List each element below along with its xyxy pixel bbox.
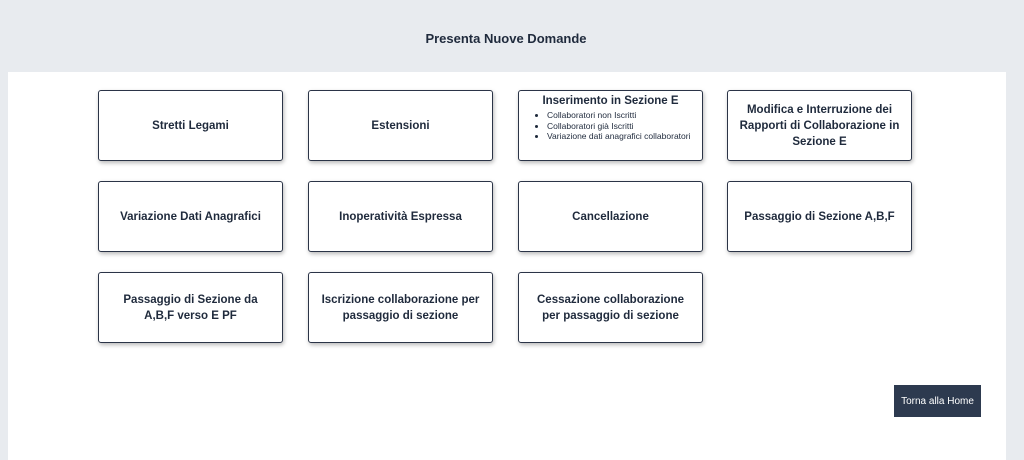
card-label: Stretti Legami [152,119,229,132]
card-passaggio-sezione-abf[interactable] [727,181,912,252]
card-variazione-dati-anagrafici[interactable] [98,181,283,252]
card-label: Cancellazione [572,210,649,223]
card-estensioni[interactable] [308,90,493,161]
card-label: Estensioni [371,119,430,132]
card-label: Modifica e Interruzione dei Rapporti di Collaborazione in Sezione E [739,103,900,148]
card-label: Passaggio di Sezione da A,B,F verso E PF [123,293,258,322]
card-cancellazione[interactable] [518,181,703,252]
list-item[interactable]: • Collaboratori già Iscritti [547,121,692,132]
list-item[interactable]: • Collaboratori non Iscritti [547,110,692,121]
page-header [0,0,1024,72]
page-title: Presenta Nuove Domande [425,31,587,46]
card-label: Inserimento in Sezione E [542,95,679,107]
card-iscrizione-collaborazione[interactable] [308,272,493,343]
card-label: Iscrizione collaborazione per passaggio di sezione [321,293,480,322]
card-inoperativita-espressa[interactable] [308,181,493,252]
card-modifica-interruzione[interactable] [727,90,912,161]
card-label: Variazione Dati Anagrafici [120,210,261,223]
home-button[interactable]: Torna alla Home [894,385,981,417]
card-label: Passaggio di Sezione A,B,F [744,210,895,223]
card-label: Cessazione collaborazione per passaggio di sezione [537,293,684,322]
main-content [8,72,1006,460]
list-item[interactable]: • Variazione dati anagrafici collaboratori [547,131,692,142]
inserimento-options-list [529,110,692,142]
card-passaggio-da-abf-verso-epf[interactable] [98,272,283,343]
card-stretti-legami[interactable] [98,90,283,161]
card-label: Inoperatività Espressa [339,210,462,223]
card-inserimento-sezione-e[interactable] [518,90,703,161]
card-cessazione-collaborazione[interactable] [518,272,703,343]
